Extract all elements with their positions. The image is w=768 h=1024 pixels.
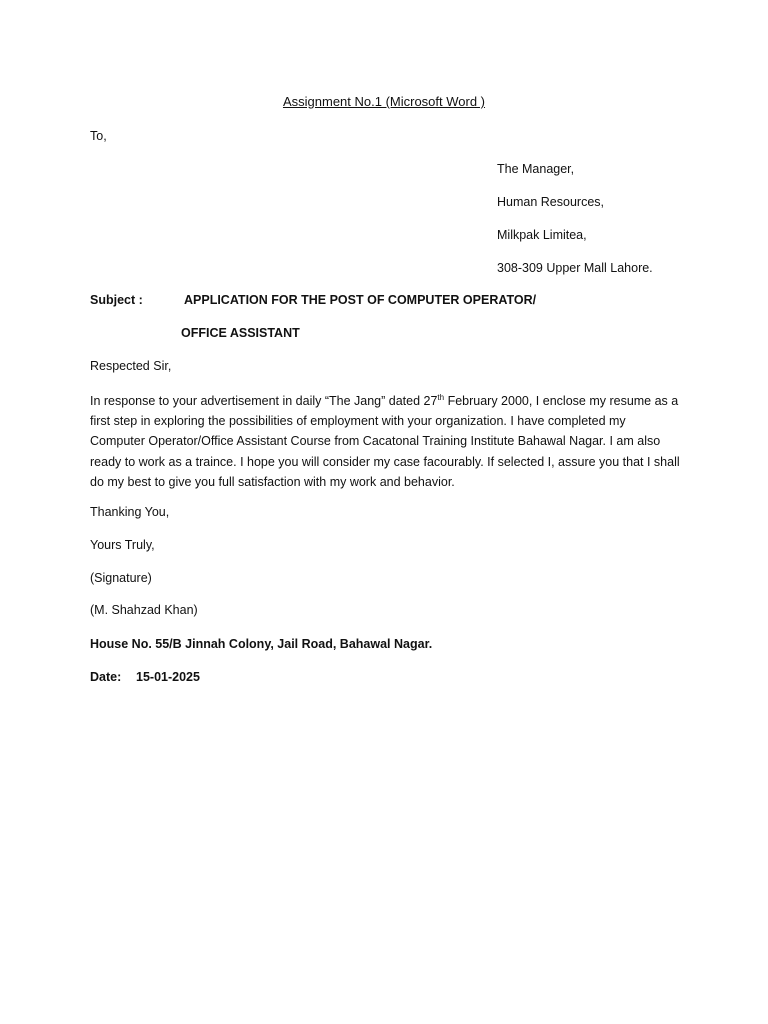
recipient-line-4: 308-309 Upper Mall Lahore. [497, 261, 653, 275]
date-label: Date: [90, 670, 122, 684]
subject-line-2: OFFICE ASSISTANT [181, 326, 300, 340]
recipient-line-2: Human Resources, [497, 195, 604, 209]
date-value: 15-01-2025 [136, 670, 200, 684]
document-title: Assignment No.1 (Microsoft Word ) [282, 94, 486, 109]
thanking-line: Thanking You, [90, 505, 170, 519]
sender-name: (M. Shahzad Khan) [90, 603, 198, 617]
greeting: Respected Sir, [90, 359, 172, 373]
to-label: To, [90, 129, 107, 143]
sender-address: House No. 55/B Jinnah Colony, Jail Road, Bahawal Nagar. [90, 637, 433, 651]
body-text-rest: February 2000, I enclose my resume as a first step in exploring the possibilities of employment with your organization. I have completed my Computer Operator/Office Assistant Course from Cacatonal Training Institute Bahawal Nagar. I am also ready to work as a traince. I hope you will consider my case facourably. If selected I, assure you that I shall do my best to give you full satisfaction with my work and behavior. [90, 394, 680, 489]
body-paragraph [90, 391, 680, 492]
signature-line: (Signature) [90, 571, 152, 585]
subject-line-1: APPLICATION FOR THE POST OF COMPUTER OPERATOR/ [184, 293, 537, 307]
body-text-start: In response to your advertisement in daily “The Jang” dated 27 [90, 394, 438, 408]
recipient-line-1: The Manager, [497, 162, 575, 176]
ordinal-suffix: th [437, 392, 445, 402]
yours-truly-line: Yours Truly, [90, 538, 155, 552]
subject-label: Subject : [90, 293, 143, 307]
recipient-line-3: Milkpak Limitea, [497, 228, 587, 242]
